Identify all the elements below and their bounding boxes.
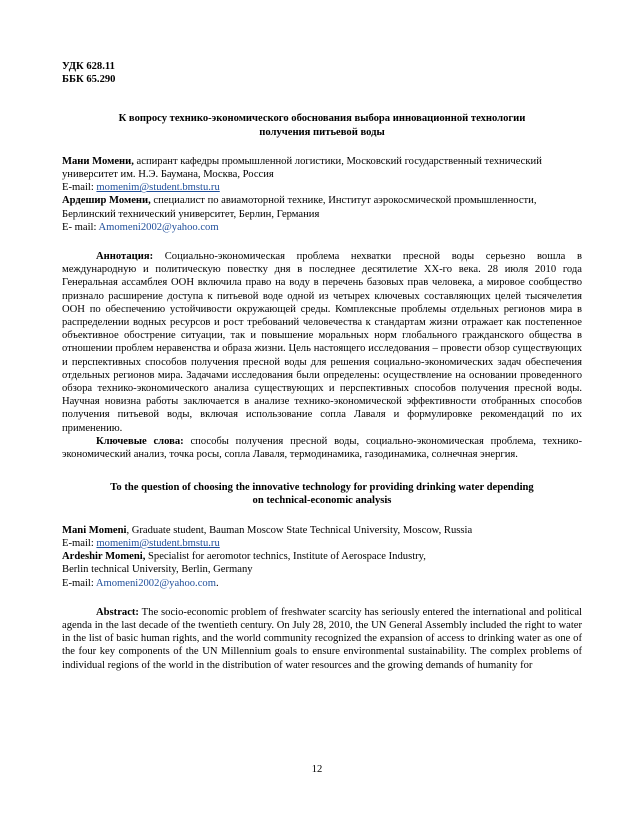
- author-ru-2-name: Ардешир Момени,: [62, 195, 151, 207]
- author-ru-1-name: Мани Момени,: [62, 155, 134, 167]
- author-en-2: [62, 550, 582, 563]
- title-ru: [62, 112, 582, 138]
- author-ru-2-email-link[interactable]: Amomeni2002@yahoo.com: [98, 221, 219, 233]
- abstract-en: [62, 606, 582, 672]
- author-en-2-affiliation-1: Specialist for aeromotor technics, Institute of Aerospace Industry,: [145, 551, 426, 563]
- keywords-ru-label: Ключевые слова:: [96, 435, 184, 447]
- author-ru-1-email-link[interactable]: momenim@student.bmstu.ru: [96, 182, 220, 194]
- author-en-2-email-line: [62, 577, 582, 590]
- authors-ru: [62, 155, 582, 234]
- author-en-2-affiliation-2: Berlin technical University, Berlin, Germany: [62, 564, 253, 576]
- title-en-line2: on technical-economic analysis: [252, 495, 392, 507]
- title-en-line1: To the question of choosing the innovative technology for providing drinking water depending: [110, 482, 534, 494]
- author-en-1-name: Mani Momeni: [62, 524, 127, 536]
- author-en-1: [62, 524, 582, 537]
- author-ru-1-affiliation: аспирант кафедры промышленной логистики, Московский государственный технический университет им. Н.Э. Баумана, Москва, Россия: [62, 155, 542, 181]
- author-ru-1: [62, 155, 582, 181]
- keywords-ru: [62, 435, 582, 461]
- author-ru-2: [62, 194, 582, 220]
- author-ru-2-affiliation: специалист по авиамоторной технике, Институт аэрокосмической промышленности, Берлинский технический университет, Берлин, Германия: [62, 195, 537, 220]
- email-tail: .: [215, 577, 219, 589]
- title-ru-line1: К вопросу технико-экономического обоснования выбора инновационной технологии: [118, 113, 526, 125]
- author-ru-2-email-line: [62, 221, 582, 234]
- classification-codes: [62, 60, 582, 86]
- title-ru-line2: получения питьевой воды: [259, 126, 385, 138]
- abstract-ru-text: Социально-экономическая проблема нехватки пресной воды серьезно вошла в международную и политическую повестку дня в последнее десятилетие XX-го века. 28 июля 2010 года Генеральная ассамблея ООН включила право на воду в перечень базовых прав человека, а мировое сообщество признало расширение доступа к питьевой воде одной из четырех ключевых составляющих целей тысячелетия ООН по обеспечению устойчивости окружающей среды. Комплексные проблемы отдельных регионов мира в распределении водных ресурсов и рост требований человечества к стандартам жизни отражает как постепенное объективное обострение ситуации, так и повышение моральных норм глобального гражданского общества в отношении проблем неравенства и образа жизни. Цель настоящего исследования – провести обзор существующих и перспективных способов получения пресной воды для решения социально-экономических задач обеспечения отдельных регионов мира. Задачами исследования были определены: осуществление на основании проведенного обзора технико-экономического анализа существующих и перспективных способов получения пресной воды. Научная новизна работы заключается в анализе технико-экономической эффективности отобранных способов получения питьевой воды, включая использование сопла Лаваля и формулировке рекомендаций по их применению.: [62, 251, 582, 434]
- page-number: 12: [311, 764, 323, 775]
- abstract-ru: [62, 250, 582, 435]
- abstract-ru-label: Аннотация:: [96, 251, 154, 263]
- bbk-code: ББК 65.290: [62, 74, 116, 86]
- keywords-ru-text: способы получения пресной воды, социально-экономическая проблема, технико-экономический анализ, точка росы, сопла Лаваля, термодинамика, газодинамика, солнечная энергия.: [62, 435, 582, 461]
- author-en-1-affiliation: , Graduate student, Bauman Moscow State Technical University, Moscow, Russia: [126, 524, 473, 536]
- article-page: [62, 60, 582, 682]
- email-label: E-mail:: [62, 182, 97, 194]
- email-label: E-mail:: [62, 577, 96, 589]
- author-en-1-email-line: [62, 537, 582, 550]
- abstract-en-label: Abstract:: [96, 606, 139, 618]
- authors-en: [62, 524, 582, 590]
- author-en-2-name: Ardeshir Momeni,: [62, 551, 146, 563]
- author-ru-1-email-line: [62, 181, 582, 194]
- title-en: [62, 481, 582, 507]
- udk-code: УДК 628.11: [62, 61, 115, 72]
- email-label: E-mail:: [62, 537, 97, 549]
- author-en-2-email-link[interactable]: Amomeni2002@yahoo.com: [95, 577, 216, 589]
- author-en-1-email-link[interactable]: momenim@student.bmstu.ru: [96, 537, 220, 549]
- abstract-en-text: The socio-economic problem of freshwater scarcity has seriously entered the international and political agenda in the last decade of the twentieth century. On July 28, 2010, the UN General Assembly included the right to water in the list of basic human rights, and the world community recognized the expansion of access to drinking water as one of the four key components of the UN Millennium goals to ensure environmental sustainability. The complex problems of individual regions of the world in the distribution of water resources and the growing demands of humanity for: [62, 606, 582, 671]
- email-label: E- mail:: [62, 221, 99, 233]
